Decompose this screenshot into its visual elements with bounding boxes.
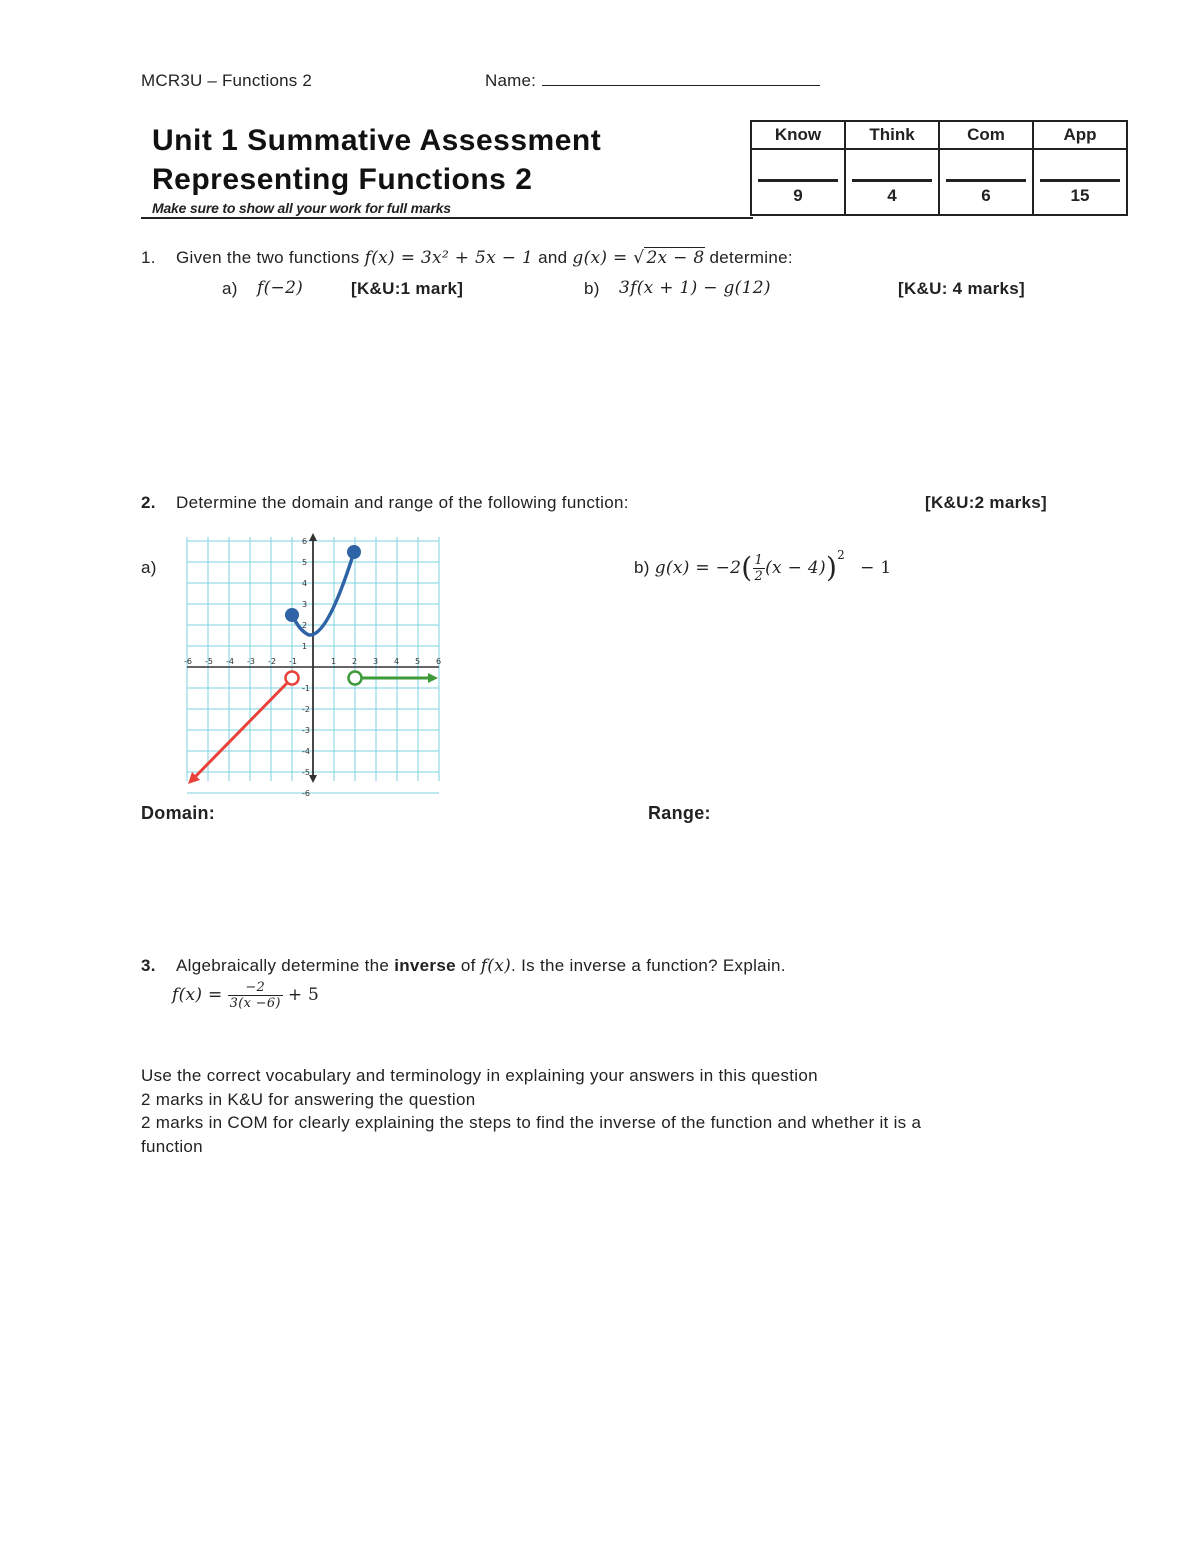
red-ray-open-point — [286, 672, 299, 685]
y-tick-label: -6 — [302, 789, 310, 798]
q3-prompt: Algebraically determine the inverse of f(x). Is the inverse a function? Explain. — [176, 956, 786, 976]
score-think[interactable]: 4 — [845, 149, 939, 215]
q3-note-vocabulary: Use the correct vocabulary and terminology in explaining your answers in this question — [141, 1066, 818, 1085]
q2b-label: b) — [634, 558, 650, 577]
x-tick-label: 5 — [415, 657, 421, 666]
q3-function-definition: f(x) = $\frac{-2}{3(x -6)}$ + 5 — [172, 980, 320, 1011]
q2b-expression: b) g(x) = −2( $\frac{1}{2}$ (x − 4))$^2$ − 1 — [634, 548, 892, 585]
green-ray-open-point — [349, 672, 362, 685]
y-tick-label: 6 — [302, 537, 308, 546]
y-tick-label: 1 — [302, 642, 308, 651]
red-ray — [194, 678, 292, 778]
x-tick-label: -3 — [247, 657, 255, 666]
name-blank[interactable] — [542, 71, 820, 86]
x-tick-label: -1 — [289, 657, 297, 666]
q2-marks: [K&U:2 marks] — [925, 493, 1047, 512]
x-tick-label: -2 — [268, 657, 276, 666]
header-app: App — [1033, 121, 1127, 149]
y-tick-label: 3 — [302, 600, 308, 609]
name-field[interactable] — [485, 71, 820, 91]
range-label: Range: — [648, 803, 711, 823]
domain-label: Domain: — [141, 803, 216, 823]
x-tick-label: 2 — [352, 657, 358, 666]
q1a-marks: [K&U:1 mark] — [351, 279, 464, 298]
header-know: Know — [751, 121, 845, 149]
x-tick-label: -4 — [226, 657, 234, 666]
score-com[interactable]: 6 — [939, 149, 1033, 215]
page-title: Unit 1 Summative Assessment — [152, 124, 602, 157]
score-know[interactable]: 9 — [751, 149, 845, 215]
y-tick-label: 5 — [302, 558, 308, 567]
q3-note-com: 2 marks in COM for clearly explaining the steps to find the inverse of the function and whether it is a — [141, 1113, 922, 1132]
y-tick-label: -1 — [302, 684, 310, 693]
course-label: MCR3U – Functions 2 — [141, 71, 313, 90]
q1b-expression: 3f(x + 1) − g(12) — [619, 278, 771, 298]
inverse-keyword: inverse — [394, 956, 456, 975]
header-think: Think — [845, 121, 939, 149]
x-tick-label: 3 — [373, 657, 379, 666]
y-tick-label: 2 — [302, 621, 308, 630]
name-label: Name: — [485, 71, 537, 90]
green-ray-arrow — [428, 673, 438, 683]
q1a-label: a) — [222, 279, 238, 298]
y-tick-label: -5 — [302, 768, 310, 777]
q2a-label: a) — [141, 558, 157, 577]
g-definition: g(x) = √ 2x − 8 — [572, 248, 705, 268]
q1b-label: b) — [584, 279, 600, 298]
header-com: Com — [939, 121, 1033, 149]
f-definition: f(x) = 3x² + 5x − 1 — [364, 248, 534, 268]
instructions-note: Make sure to show all your work for full marks — [152, 200, 451, 216]
q3-note-com-cont: function — [141, 1137, 203, 1156]
q1b-marks: [K&U: 4 marks] — [898, 279, 1026, 298]
q1-prompt: Given the two functions f(x) = 3x² + 5x − 1 and g(x) = √ 2x − 8 determine: — [176, 248, 793, 268]
y-axis-up-arrow — [309, 533, 317, 541]
parabola-right-closed-point — [347, 545, 361, 559]
marks-table — [750, 120, 1128, 216]
y-tick-label: -2 — [302, 705, 310, 714]
x-tick-label: 1 — [331, 657, 337, 666]
x-tick-label: 6 — [436, 657, 442, 666]
y-axis-down-arrow — [309, 775, 317, 783]
page-subtitle: Representing Functions 2 — [152, 163, 533, 196]
q3-note-ku: 2 marks in K&U for answering the question — [141, 1090, 476, 1109]
q1a-expression: f(−2) — [257, 278, 304, 298]
parabola-left-closed-point — [285, 608, 299, 622]
q3-number: 3. — [141, 956, 156, 975]
x-tick-label: 4 — [394, 657, 400, 666]
q2-number: 2. — [141, 493, 156, 512]
y-tick-label: -3 — [302, 726, 310, 735]
y-tick-label: 4 — [302, 579, 308, 588]
function-graph — [184, 531, 442, 798]
y-tick-label: -4 — [302, 747, 310, 756]
x-tick-label: -5 — [205, 657, 213, 666]
score-app[interactable]: 15 — [1033, 149, 1127, 215]
x-tick-label: -6 — [184, 657, 192, 666]
title-underline — [141, 217, 753, 219]
q1-number: 1. — [141, 248, 156, 267]
q2-prompt: Determine the domain and range of the following function: — [176, 493, 629, 512]
